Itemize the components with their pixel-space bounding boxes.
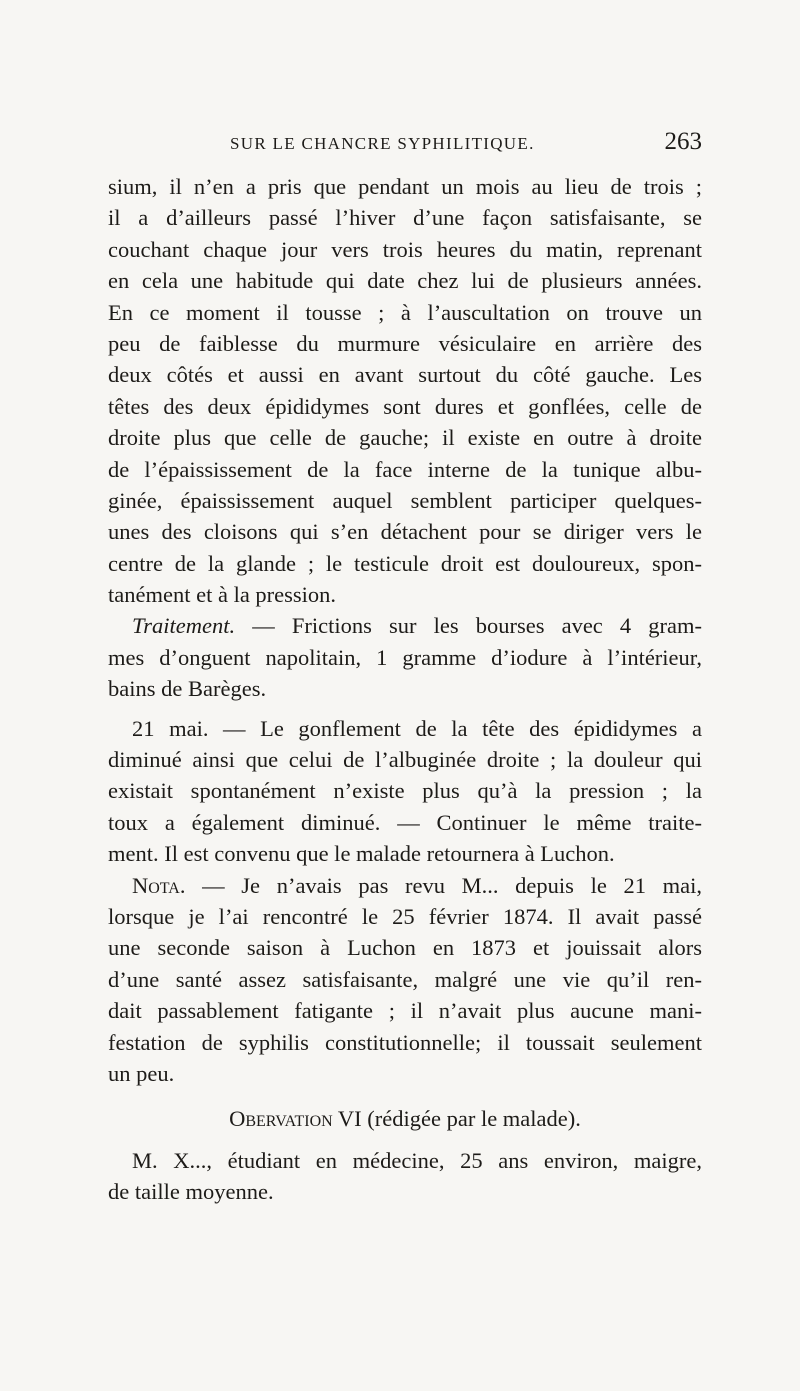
note-text: — Je n’avais pas revu M... depuis le 21 mai, [185,872,702,898]
page-number: 263 [664,128,702,155]
text-line: 21 mai. — Le gonflement de la tête des épididymes a [132,715,702,741]
note-label: Nota. [132,872,186,898]
text-line: droite plus que celle de gauche; il existe en outre à droite [108,425,702,451]
body-text [108,171,702,1208]
observation-title: VI (rédigée par le malade). [332,1106,581,1132]
treatment-label: Traitement. [132,613,236,639]
text-line: ment. Il est convenu que le malade retournera à Luchon. [108,841,615,867]
text-line: lorsque je l’ai rencontré le 25 février 1874. Il avait passé [108,903,702,929]
text-line: en cela une habitude qui date chez lui de plusieurs années. [108,268,702,294]
text-line: couchant chaque jour vers trois heures du matin, reprenant [108,236,702,262]
note-line [108,870,702,901]
text-line: dait passablement fatigante ; il n’avait plus aucune mani- [108,998,702,1024]
text-line: unes des cloisons qui s’en détachent pour se diriger vers le [108,519,702,545]
text-line: M. X..., étudiant en médecine, 25 ans environ, maigre, [132,1147,702,1173]
text-line: de taille moyenne. [108,1179,274,1205]
text-line: toux a également diminué. — Continuer le même traite- [108,809,702,835]
text-line: deux côtés et aussi en avant surtout du côté gauche. Les [108,362,702,388]
text-line: il a d’ailleurs passé l’hiver d’une façon satisfaisante, se [108,205,702,231]
text-line: centre de la glande ; le testicule droit est douloureux, spon- [108,550,702,576]
text-line: ginée, épaississement auquel semblent participer quelques- [108,487,702,513]
text-line: une seconde saison à Luchon en 1873 et jouissait alors [108,935,702,961]
observation-heading [108,1103,702,1134]
text-line: mes d’onguent napolitain, 1 gramme d’iodure à l’intérieur, [108,644,702,670]
text-line: de l’épaississement de la face interne de la tunique albu- [108,456,702,482]
treatment-line [108,610,702,641]
observation-label: Obervation [229,1106,333,1132]
text-line: diminué ainsi que celui de l’albuginée droite ; la douleur qui [108,747,702,773]
treatment-text: — Frictions sur les bourses avec 4 gram- [235,613,702,639]
text-line: sium, il n’en a pris que pendant un mois au lieu de trois ; [108,174,702,199]
text-line: En ce moment il tousse ; à l’auscultation on trouve un [108,299,702,325]
text-line: tanément et à la pression. [108,582,337,608]
page-header [108,128,702,168]
text-line: d’une santé assez satisfaisante, malgré une vie qu’il ren- [108,966,702,992]
running-title: SUR LE CHANCRE SYPHILITIQUE. [230,134,535,153]
text-line: peu de faiblesse du murmure vésiculaire en arrière des [108,330,702,356]
text-line: bains de Barèges. [108,676,267,702]
text-line: existait spontanément n’existe plus qu’à la pression ; la [108,778,702,804]
text-line: festation de syphilis constitutionnelle; il toussait seulement [108,1029,702,1055]
text-line: têtes des deux épididymes sont dures et gonflées, celle de [108,393,702,419]
text-line: un peu. [108,1060,175,1086]
